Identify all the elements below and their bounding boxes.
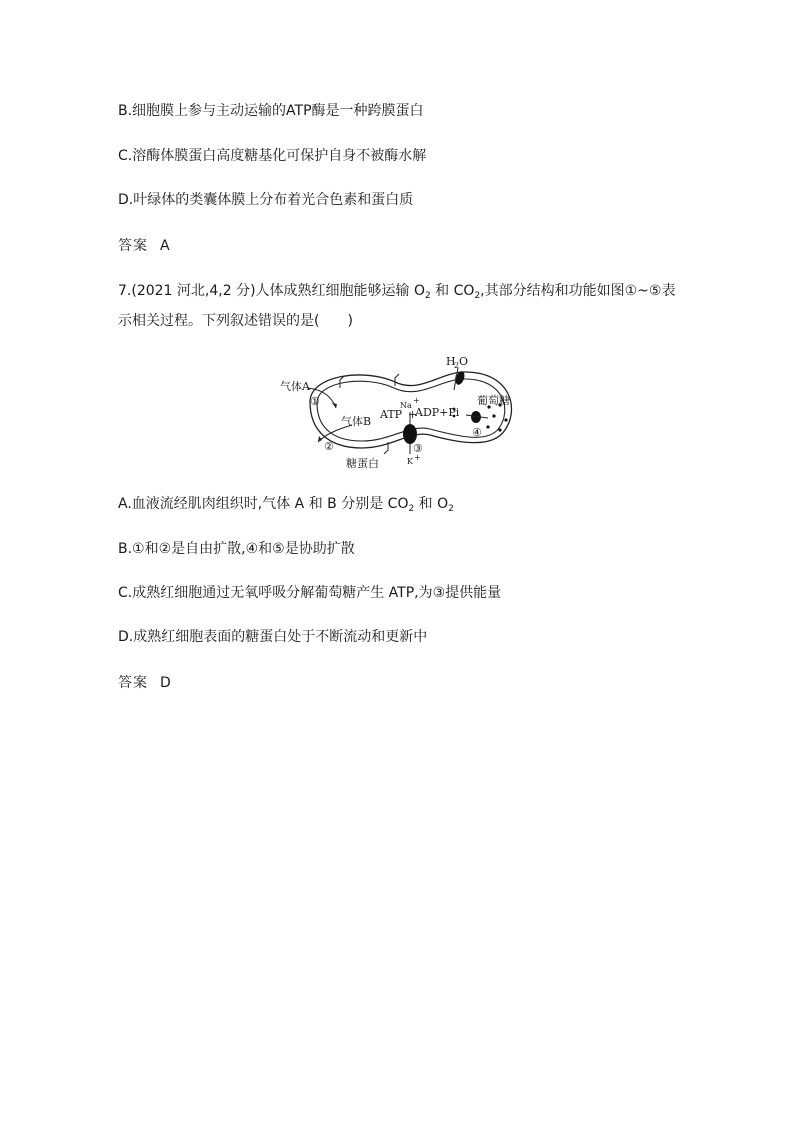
subscript: 2: [474, 291, 481, 301]
question-7-stem-line1: [118, 281, 675, 301]
question-7-stem-line2: 示相关过程。下列叙述错误的是( ): [118, 313, 353, 329]
label-h2o-h: H: [446, 355, 456, 368]
glycoprotein-marker: [340, 376, 344, 388]
pump-protein: [403, 424, 417, 444]
option-7c: C.成熟红细胞通过无氧呼吸分解葡萄糖产生 ATP,为③提供能量: [118, 585, 502, 601]
stem-part-c: ,其部分结构和功能如图①~⑤表: [480, 283, 676, 299]
option-7a-part2: 和 O: [414, 496, 449, 512]
option-7a: [118, 494, 454, 514]
subscript: 2: [408, 504, 415, 514]
option-b-prev: B.细胞膜上参与主动运输的ATP酶是一种跨膜蛋白: [118, 103, 424, 119]
glycoprotein-marker: [395, 374, 399, 386]
label-glycoprotein: 糖蛋白: [346, 457, 379, 470]
label-glucose: 葡萄糖: [477, 394, 510, 407]
subscript: 2: [425, 291, 431, 301]
option-d-prev: D.叶绿体的类囊体膜上分布着光合色素和蛋白质: [118, 192, 414, 208]
answer-7: [118, 673, 171, 693]
stem-part-b: 和 CO: [430, 283, 475, 299]
label-num5: ⑤: [454, 372, 464, 385]
label-na-plus: +: [413, 396, 420, 405]
label-k: K: [407, 457, 413, 466]
label-k-plus: +: [414, 453, 421, 462]
label-plus: +: [408, 408, 418, 421]
stem-part-a: 7.(2021 河北,4,2 分)人体成熟红细胞能够运输 O: [118, 283, 425, 299]
answer-label: 答案: [118, 238, 148, 254]
label-na: Na: [400, 401, 412, 410]
label-adp-pi: ADP+Pi: [415, 406, 460, 419]
answer-value: A: [160, 238, 170, 254]
answer-value: D: [160, 675, 171, 691]
option-c-prev: C.溶酶体膜蛋白高度糖基化可保护自身不被酶水解: [118, 148, 427, 164]
label-gas-b: 气体B: [341, 415, 372, 428]
label-gas-a: 气体A: [280, 380, 310, 393]
label-h2o-o: O: [459, 355, 469, 368]
label-num2: ②: [324, 440, 334, 453]
label-num4: ④: [472, 426, 482, 439]
red-blood-cell-figure: [270, 350, 530, 475]
subscript: 2: [448, 504, 454, 514]
option-7b: B.①和②是自由扩散,④和⑤是协助扩散: [118, 541, 355, 557]
answer-label: 答案: [118, 675, 148, 691]
label-atp: ATP: [380, 408, 403, 421]
label-num1: ①: [310, 395, 320, 408]
option-7d: D.成熟红细胞表面的糖蛋白处于不断流动和更新中: [118, 629, 428, 645]
label-num3: ③: [413, 442, 423, 455]
option-7a-part1: A.血液流经肌肉组织时,气体 A 和 B 分别是 CO: [118, 496, 409, 512]
label-h2o-sub: 2: [454, 361, 460, 370]
answer-prev: [118, 236, 170, 256]
